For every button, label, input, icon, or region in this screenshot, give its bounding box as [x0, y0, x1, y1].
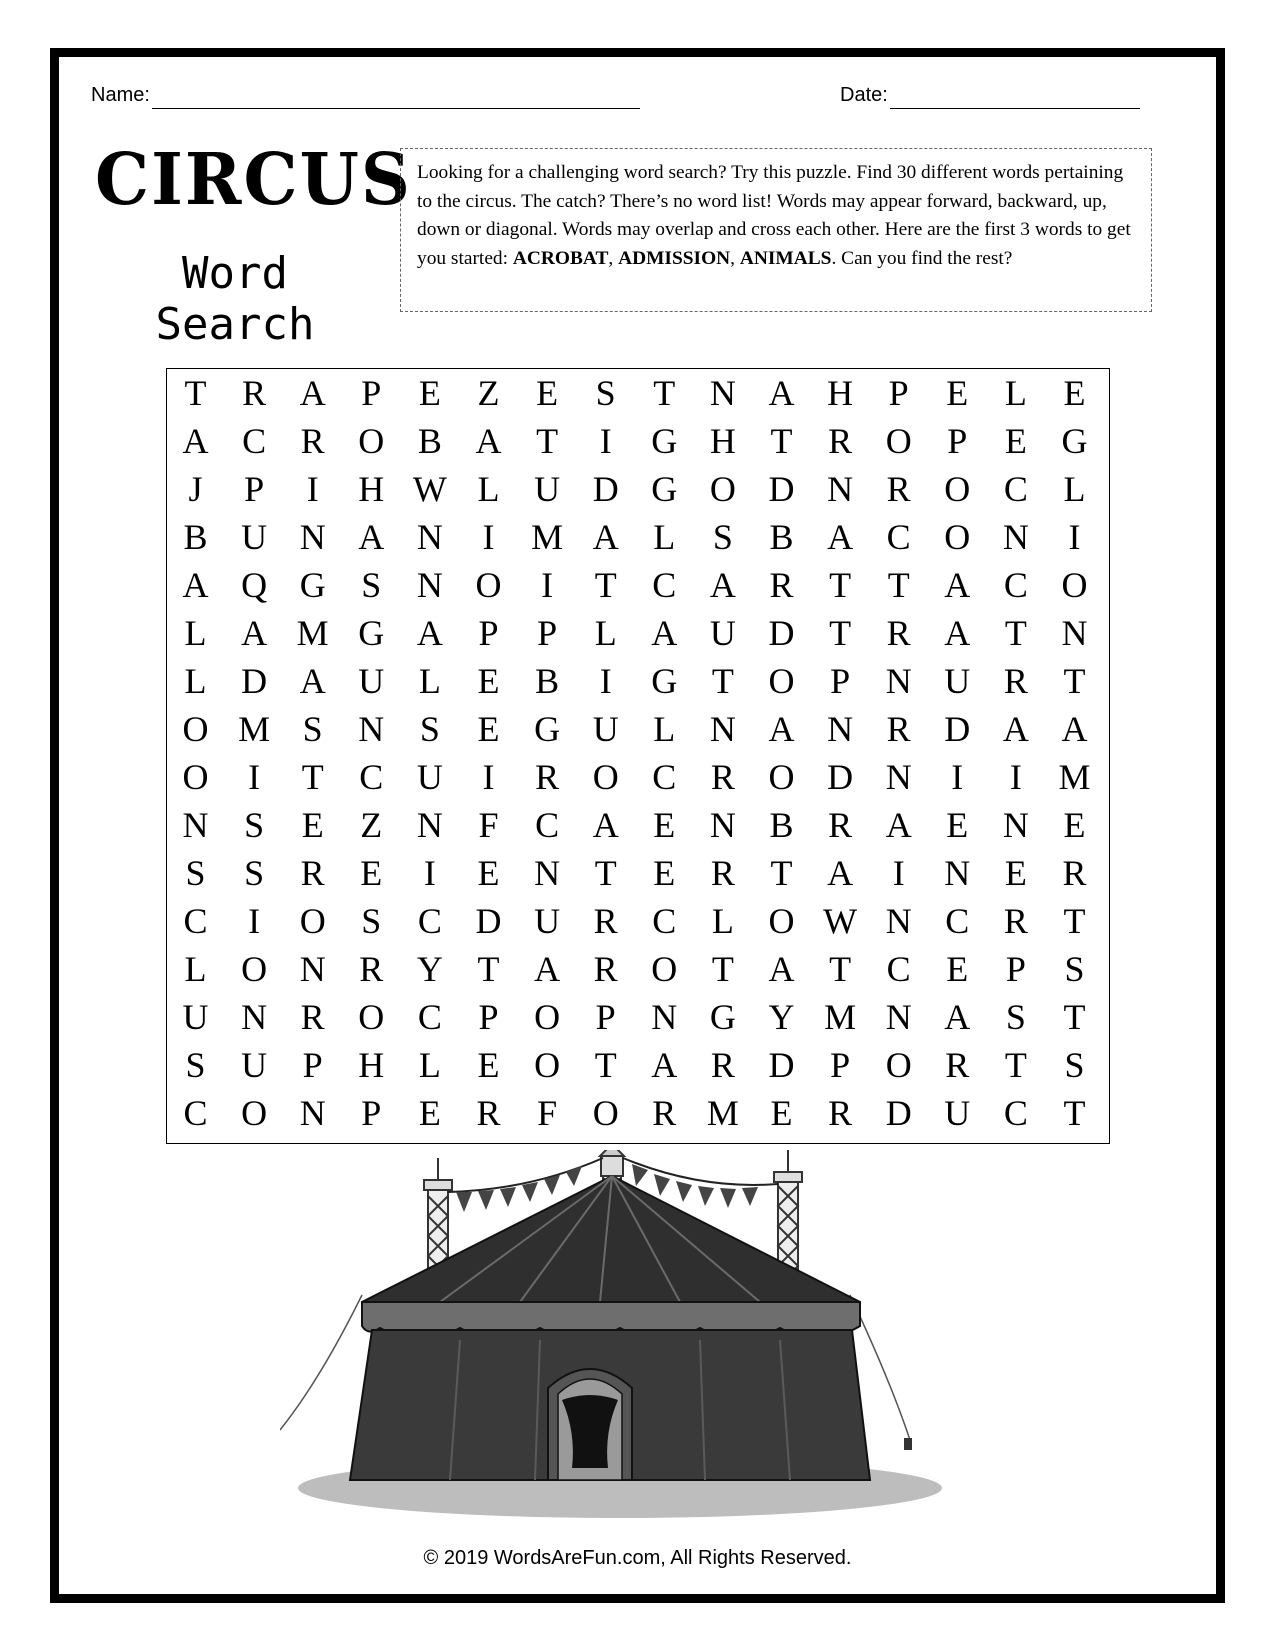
grid-row — [167, 945, 1109, 993]
grid-letter[interactable]: S — [185, 1045, 206, 1085]
grid-letter[interactable]: R — [1062, 853, 1087, 893]
grid-letter[interactable]: I — [248, 757, 261, 797]
grid-letter[interactable]: N — [241, 997, 268, 1037]
grid-letter[interactable]: O — [651, 949, 678, 989]
grid-letter[interactable]: C — [242, 421, 267, 461]
grid-letter[interactable]: N — [299, 949, 326, 989]
grid-letter[interactable]: A — [534, 949, 561, 989]
grid-letter[interactable]: W — [823, 901, 858, 941]
grid-letter[interactable]: P — [888, 373, 909, 413]
grid-letter[interactable]: U — [182, 997, 209, 1037]
grid-letter[interactable]: E — [1004, 853, 1027, 893]
grid-letter[interactable]: N — [534, 853, 561, 893]
grid-letter[interactable]: N — [651, 997, 678, 1037]
grid-letter[interactable]: I — [482, 757, 495, 797]
grid-letter[interactable]: P — [244, 469, 265, 509]
grid-letter[interactable]: R — [300, 421, 325, 461]
grid-letter[interactable]: S — [595, 373, 616, 413]
grid-letter[interactable]: T — [1063, 661, 1086, 701]
grid-letter[interactable]: A — [299, 661, 326, 701]
grid-letter[interactable]: H — [358, 1045, 385, 1085]
grid-letter[interactable]: E — [1063, 373, 1086, 413]
grid-letter[interactable]: O — [885, 1045, 912, 1085]
grid-letter[interactable]: C — [417, 997, 442, 1037]
grid-letter[interactable]: C — [886, 949, 911, 989]
grid-letter[interactable]: B — [769, 805, 794, 845]
grid-letter[interactable]: D — [475, 901, 502, 941]
grid-letter[interactable]: T — [829, 565, 852, 605]
grid-letter[interactable]: U — [592, 709, 619, 749]
grid-row — [167, 513, 1109, 561]
grid-letter[interactable]: M — [824, 997, 857, 1037]
instructions-box — [400, 148, 1152, 312]
name-label: Name: — [91, 84, 150, 106]
grid-row — [167, 417, 1109, 465]
grid-letter[interactable]: D — [944, 709, 971, 749]
grid-letter[interactable]: A — [885, 805, 912, 845]
grid-letter[interactable]: Z — [360, 805, 383, 845]
grid-letter[interactable]: A — [241, 613, 268, 653]
grid-letter[interactable]: O — [709, 469, 736, 509]
grid-letter[interactable]: A — [768, 709, 795, 749]
grid-letter[interactable]: G — [534, 709, 561, 749]
grid-letter[interactable]: L — [711, 901, 734, 941]
grid-letter[interactable]: I — [1009, 757, 1022, 797]
grid-letter[interactable]: T — [594, 853, 617, 893]
grid-letter[interactable]: N — [358, 709, 385, 749]
grid-letter[interactable]: A — [1002, 709, 1029, 749]
grid-letter[interactable]: G — [358, 613, 385, 653]
grid-row — [167, 561, 1109, 609]
grid-letter[interactable]: T — [711, 661, 734, 701]
grid-letter[interactable]: Y — [768, 997, 795, 1037]
grid-letter[interactable]: I — [599, 661, 612, 701]
grid-letter[interactable]: N — [299, 517, 326, 557]
grid-letter[interactable]: E — [770, 1093, 793, 1133]
starter-word-3: ANIMALS — [739, 247, 832, 269]
page-title: CIRCUS — [95, 138, 412, 222]
grid-letter[interactable]: T — [770, 853, 793, 893]
grid-letter[interactable]: T — [477, 949, 500, 989]
grid-letter[interactable]: O — [885, 421, 912, 461]
grid-letter[interactable]: T — [1063, 1093, 1086, 1133]
grid-letter[interactable]: A — [768, 949, 795, 989]
starter-word-2: ADMISSION — [618, 247, 731, 269]
grid-letter[interactable]: C — [1003, 565, 1028, 605]
grid-letter[interactable]: D — [827, 757, 854, 797]
grid-letter[interactable]: T — [536, 421, 559, 461]
grid-letter[interactable]: S — [1064, 949, 1085, 989]
date-field[interactable] — [890, 108, 1140, 109]
grid-letter[interactable]: D — [768, 1045, 795, 1085]
grid-letter[interactable]: N — [182, 805, 209, 845]
instructions-separator: , — [730, 247, 740, 269]
grid-letter[interactable]: A — [651, 613, 678, 653]
grid-letter[interactable]: P — [1005, 949, 1026, 989]
grid-letter[interactable]: M — [1058, 757, 1091, 797]
grid-letter[interactable]: N — [416, 805, 443, 845]
grid-letter[interactable]: A — [182, 565, 209, 605]
grid-letter[interactable]: E — [946, 373, 969, 413]
grid-letter[interactable]: I — [599, 421, 612, 461]
grid-letter[interactable]: C — [535, 805, 560, 845]
grid-letter[interactable]: C — [886, 517, 911, 557]
grid-letter[interactable]: S — [244, 805, 265, 845]
grid-letter[interactable]: L — [1004, 373, 1027, 413]
grid-letter[interactable]: E — [418, 373, 441, 413]
grid-row — [167, 657, 1109, 705]
grid-letter[interactable]: T — [1063, 901, 1086, 941]
grid-letter[interactable]: M — [238, 709, 271, 749]
grid-letter[interactable]: T — [887, 565, 910, 605]
grid-letter[interactable]: R — [242, 373, 267, 413]
grid-letter[interactable]: T — [301, 757, 324, 797]
grid-letter[interactable]: O — [475, 565, 502, 605]
grid-letter[interactable]: E — [418, 1093, 441, 1133]
grid-letter[interactable]: R — [593, 949, 618, 989]
grid-letter[interactable]: L — [1063, 469, 1086, 509]
grid-letter[interactable]: D — [885, 1093, 912, 1133]
grid-letter[interactable]: N — [885, 997, 912, 1037]
grid-letter[interactable]: N — [827, 469, 854, 509]
grid-letter[interactable]: U — [709, 613, 736, 653]
grid-letter[interactable]: E — [1004, 421, 1027, 461]
grid-letter[interactable]: R — [828, 1093, 853, 1133]
grid-letter[interactable]: G — [651, 661, 678, 701]
grid-row — [167, 753, 1109, 801]
grid-letter[interactable]: P — [361, 1093, 382, 1133]
grid-letter[interactable]: T — [594, 565, 617, 605]
grid-letter[interactable]: L — [653, 517, 676, 557]
grid-letter[interactable]: P — [595, 997, 616, 1037]
grid-letter[interactable]: M — [531, 517, 564, 557]
grid-letter[interactable]: M — [296, 613, 329, 653]
grid-letter[interactable]: P — [830, 661, 851, 701]
grid-letter[interactable]: N — [944, 853, 971, 893]
grid-letter[interactable]: A — [1061, 709, 1088, 749]
grid-letter[interactable]: N — [709, 805, 736, 845]
grid-letter[interactable]: R — [300, 997, 325, 1037]
grid-letter[interactable]: B — [417, 421, 442, 461]
grid-letter[interactable]: N — [1002, 805, 1029, 845]
grid-row — [167, 897, 1109, 945]
grid-letter[interactable]: R — [945, 1045, 970, 1085]
grid-letter[interactable]: R — [593, 901, 618, 941]
grid-letter[interactable]: J — [188, 469, 203, 509]
grid-letter[interactable]: O — [182, 709, 209, 749]
grid-letter[interactable]: N — [1002, 517, 1029, 557]
grid-letter[interactable]: F — [478, 805, 499, 845]
grid-letter[interactable]: U — [416, 757, 443, 797]
date-label: Date: — [840, 84, 888, 106]
grid-letter[interactable]: A — [827, 853, 854, 893]
grid-letter[interactable]: S — [302, 709, 323, 749]
grid-letter[interactable]: C — [359, 757, 384, 797]
grid-letter[interactable]: A — [944, 565, 971, 605]
grid-letter[interactable]: O — [592, 1093, 619, 1133]
grid-letter[interactable]: R — [476, 1093, 501, 1133]
grid-letter[interactable]: M — [706, 1093, 739, 1133]
grid-letter[interactable]: A — [944, 613, 971, 653]
grid-letter[interactable]: O — [768, 661, 795, 701]
grid-letter[interactable]: P — [537, 613, 558, 653]
grid-letter[interactable]: C — [652, 565, 677, 605]
grid-letter[interactable]: R — [828, 421, 853, 461]
grid-letter[interactable]: B — [769, 517, 794, 557]
grid-letter[interactable]: O — [241, 1093, 268, 1133]
grid-letter[interactable]: I — [248, 901, 261, 941]
grid-letter[interactable]: S — [361, 565, 382, 605]
grid-row — [167, 705, 1109, 753]
grid-letter[interactable]: O — [1061, 565, 1088, 605]
grid-letter[interactable]: L — [594, 613, 617, 653]
grid-letter[interactable]: L — [184, 613, 207, 653]
grid-letter[interactable]: C — [183, 1093, 208, 1133]
grid-letter[interactable]: O — [299, 901, 326, 941]
grid-letter[interactable]: D — [592, 469, 619, 509]
grid-letter[interactable]: C — [1003, 1093, 1028, 1133]
instructions-text: Looking for a challenging word search? Try this puzzle. Find 30 different words pertaining to the circus. The catch? There’s no word list! Words may appear forward, backward, up, down or diagonal. Words may overlap and cross each other. Here are the first 3 words to get you started: — [417, 162, 1131, 269]
grid-letter[interactable]: P — [361, 373, 382, 413]
grid-letter[interactable]: N — [416, 565, 443, 605]
grid-letter[interactable]: L — [477, 469, 500, 509]
grid-letter[interactable]: E — [360, 853, 383, 893]
grid-letter[interactable]: C — [1003, 469, 1028, 509]
grid-letter[interactable]: O — [768, 901, 795, 941]
grid-letter[interactable]: U — [241, 517, 268, 557]
grid-letter[interactable]: B — [535, 661, 560, 701]
grid-letter[interactable]: C — [417, 901, 442, 941]
grid-letter[interactable]: E — [653, 853, 676, 893]
grid-letter[interactable]: O — [768, 757, 795, 797]
grid-letter[interactable]: S — [185, 853, 206, 893]
grid-letter[interactable]: R — [652, 1093, 677, 1133]
grid-letter[interactable]: Q — [241, 565, 268, 605]
grid-letter[interactable]: T — [1004, 613, 1027, 653]
grid-letter[interactable]: R — [300, 853, 325, 893]
grid-letter[interactable]: S — [244, 853, 265, 893]
grid-letter[interactable]: T — [653, 373, 676, 413]
grid-letter[interactable]: N — [709, 373, 736, 413]
grid-row — [167, 993, 1109, 1041]
grid-letter[interactable]: U — [241, 1045, 268, 1085]
grid-letter[interactable]: O — [534, 1045, 561, 1085]
grid-letter[interactable]: N — [299, 1093, 326, 1133]
grid-letter[interactable]: A — [182, 421, 209, 461]
grid-letter[interactable]: N — [885, 901, 912, 941]
grid-letter[interactable]: E — [477, 661, 500, 701]
grid-letter[interactable]: A — [651, 1045, 678, 1085]
grid-letter[interactable]: T — [594, 1045, 617, 1085]
page-subtitle: Word Search — [155, 248, 315, 350]
grid-letter[interactable]: R — [710, 1045, 735, 1085]
grid-letter[interactable]: A — [768, 373, 795, 413]
instructions-text-end: . Can you find the rest? — [831, 247, 1013, 269]
grid-letter[interactable]: G — [651, 421, 678, 461]
instructions-separator: , — [608, 247, 619, 269]
grid-letter[interactable]: S — [712, 517, 733, 557]
grid-row — [167, 369, 1109, 417]
grid-letter[interactable]: E — [653, 805, 676, 845]
grid-letter[interactable]: H — [827, 373, 854, 413]
grid-letter[interactable]: S — [361, 901, 382, 941]
grid-letter[interactable]: G — [709, 997, 736, 1037]
grid-letter[interactable]: A — [709, 565, 736, 605]
grid-letter[interactable]: W — [412, 469, 447, 509]
grid-letter[interactable]: R — [828, 805, 853, 845]
grid-letter[interactable]: T — [829, 949, 852, 989]
grid-letter[interactable]: Z — [477, 373, 500, 413]
grid-letter[interactable]: S — [1064, 1045, 1085, 1085]
grid-letter[interactable]: O — [241, 949, 268, 989]
grid-letter[interactable]: A — [358, 517, 385, 557]
grid-letter[interactable]: R — [886, 613, 911, 653]
grid-letter[interactable]: I — [892, 853, 905, 893]
grid-letter[interactable]: H — [709, 421, 736, 461]
grid-letter[interactable]: C — [945, 901, 970, 941]
grid-letter[interactable]: G — [1061, 421, 1088, 461]
grid-letter[interactable]: R — [886, 709, 911, 749]
grid-letter[interactable]: O — [944, 469, 971, 509]
grid-letter[interactable]: I — [951, 757, 964, 797]
grid-letter[interactable]: A — [416, 613, 443, 653]
grid-letter[interactable]: B — [183, 517, 208, 557]
grid-letter[interactable]: G — [299, 565, 326, 605]
grid-letter[interactable]: D — [768, 469, 795, 509]
grid-letter[interactable]: D — [768, 613, 795, 653]
grid-letter[interactable]: I — [306, 469, 319, 509]
grid-letter[interactable]: E — [536, 373, 559, 413]
grid-letter[interactable]: G — [651, 469, 678, 509]
grid-letter[interactable]: S — [419, 709, 440, 749]
grid-letter[interactable]: N — [1061, 613, 1088, 653]
grid-letter[interactable]: I — [423, 853, 436, 893]
grid-letter[interactable]: S — [1005, 997, 1026, 1037]
grid-letter[interactable]: N — [709, 709, 736, 749]
grid-letter[interactable]: A — [827, 517, 854, 557]
grid-row — [167, 1089, 1109, 1137]
grid-letter[interactable]: N — [885, 661, 912, 701]
grid-letter[interactable]: O — [358, 997, 385, 1037]
grid-letter[interactable]: A — [944, 997, 971, 1037]
grid-letter[interactable]: U — [534, 469, 561, 509]
grid-letter[interactable]: L — [418, 661, 441, 701]
grid-letter[interactable]: O — [944, 517, 971, 557]
grid-letter[interactable]: R — [359, 949, 384, 989]
grid-row — [167, 849, 1109, 897]
grid-letter[interactable]: E — [946, 949, 969, 989]
grid-letter[interactable]: P — [302, 1045, 323, 1085]
grid-letter[interactable]: U — [944, 661, 971, 701]
grid-letter[interactable]: P — [947, 421, 968, 461]
grid-letter[interactable]: E — [301, 805, 324, 845]
grid-letter[interactable]: P — [830, 1045, 851, 1085]
starter-word-1: ACROBAT — [512, 247, 609, 269]
grid-letter[interactable]: L — [418, 1045, 441, 1085]
grid-letter[interactable]: T — [770, 421, 793, 461]
grid-letter[interactable]: A — [592, 517, 619, 557]
grid-letter[interactable]: A — [299, 373, 326, 413]
grid-letter[interactable]: E — [1063, 805, 1086, 845]
grid-letter[interactable]: P — [478, 997, 499, 1037]
word-search-grid — [166, 368, 1110, 1144]
grid-letter[interactable]: O — [358, 421, 385, 461]
copyright-text: © 2019 WordsAreFun.com, All Rights Reserved. — [423, 1547, 852, 1569]
grid-letter[interactable]: H — [358, 469, 385, 509]
grid-letter[interactable]: T — [1004, 1045, 1027, 1085]
grid-letter[interactable]: T — [1063, 997, 1086, 1037]
grid-letter[interactable]: N — [885, 757, 912, 797]
grid-letter[interactable]: E — [946, 805, 969, 845]
grid-letter[interactable]: L — [184, 661, 207, 701]
name-field[interactable] — [152, 108, 640, 109]
grid-letter[interactable]: R — [1003, 901, 1028, 941]
grid-letter[interactable]: P — [478, 613, 499, 653]
grid-letter[interactable]: C — [652, 901, 677, 941]
grid-letter[interactable]: C — [652, 757, 677, 797]
grid-letter[interactable]: I — [541, 565, 554, 605]
grid-row — [167, 1041, 1109, 1089]
grid-letter[interactable]: R — [769, 565, 794, 605]
grid-letter[interactable]: C — [183, 901, 208, 941]
grid-letter[interactable]: E — [477, 1045, 500, 1085]
grid-letter[interactable]: T — [711, 949, 734, 989]
grid-letter[interactable]: N — [416, 517, 443, 557]
grid-letter[interactable]: I — [1068, 517, 1081, 557]
grid-letter[interactable]: E — [477, 709, 500, 749]
grid-letter[interactable]: O — [534, 997, 561, 1037]
circus-tent-icon — [280, 1150, 970, 1530]
grid-letter[interactable]: L — [653, 709, 676, 749]
grid-row — [167, 465, 1109, 513]
grid-letter[interactable]: A — [475, 421, 502, 461]
grid-letter[interactable]: U — [944, 1093, 971, 1133]
grid-row — [167, 801, 1109, 849]
grid-letter[interactable]: R — [1003, 661, 1028, 701]
grid-letter[interactable]: A — [592, 805, 619, 845]
grid-letter[interactable]: L — [184, 949, 207, 989]
grid-letter[interactable]: U — [358, 661, 385, 701]
grid-letter[interactable]: T — [829, 613, 852, 653]
grid-letter[interactable]: R — [710, 853, 735, 893]
grid-letter[interactable]: O — [592, 757, 619, 797]
grid-letter[interactable]: I — [482, 517, 495, 557]
grid-letter[interactable]: O — [182, 757, 209, 797]
grid-row — [167, 609, 1109, 657]
grid-letter[interactable]: E — [477, 853, 500, 893]
grid-letter[interactable]: R — [535, 757, 560, 797]
grid-letter[interactable]: R — [886, 469, 911, 509]
grid-letter[interactable]: D — [241, 661, 268, 701]
grid-letter[interactable]: R — [710, 757, 735, 797]
grid-letter[interactable]: U — [534, 901, 561, 941]
grid-letter[interactable]: Y — [416, 949, 443, 989]
grid-letter[interactable]: F — [537, 1093, 558, 1133]
grid-letter[interactable]: N — [827, 709, 854, 749]
grid-letter[interactable]: T — [184, 373, 207, 413]
